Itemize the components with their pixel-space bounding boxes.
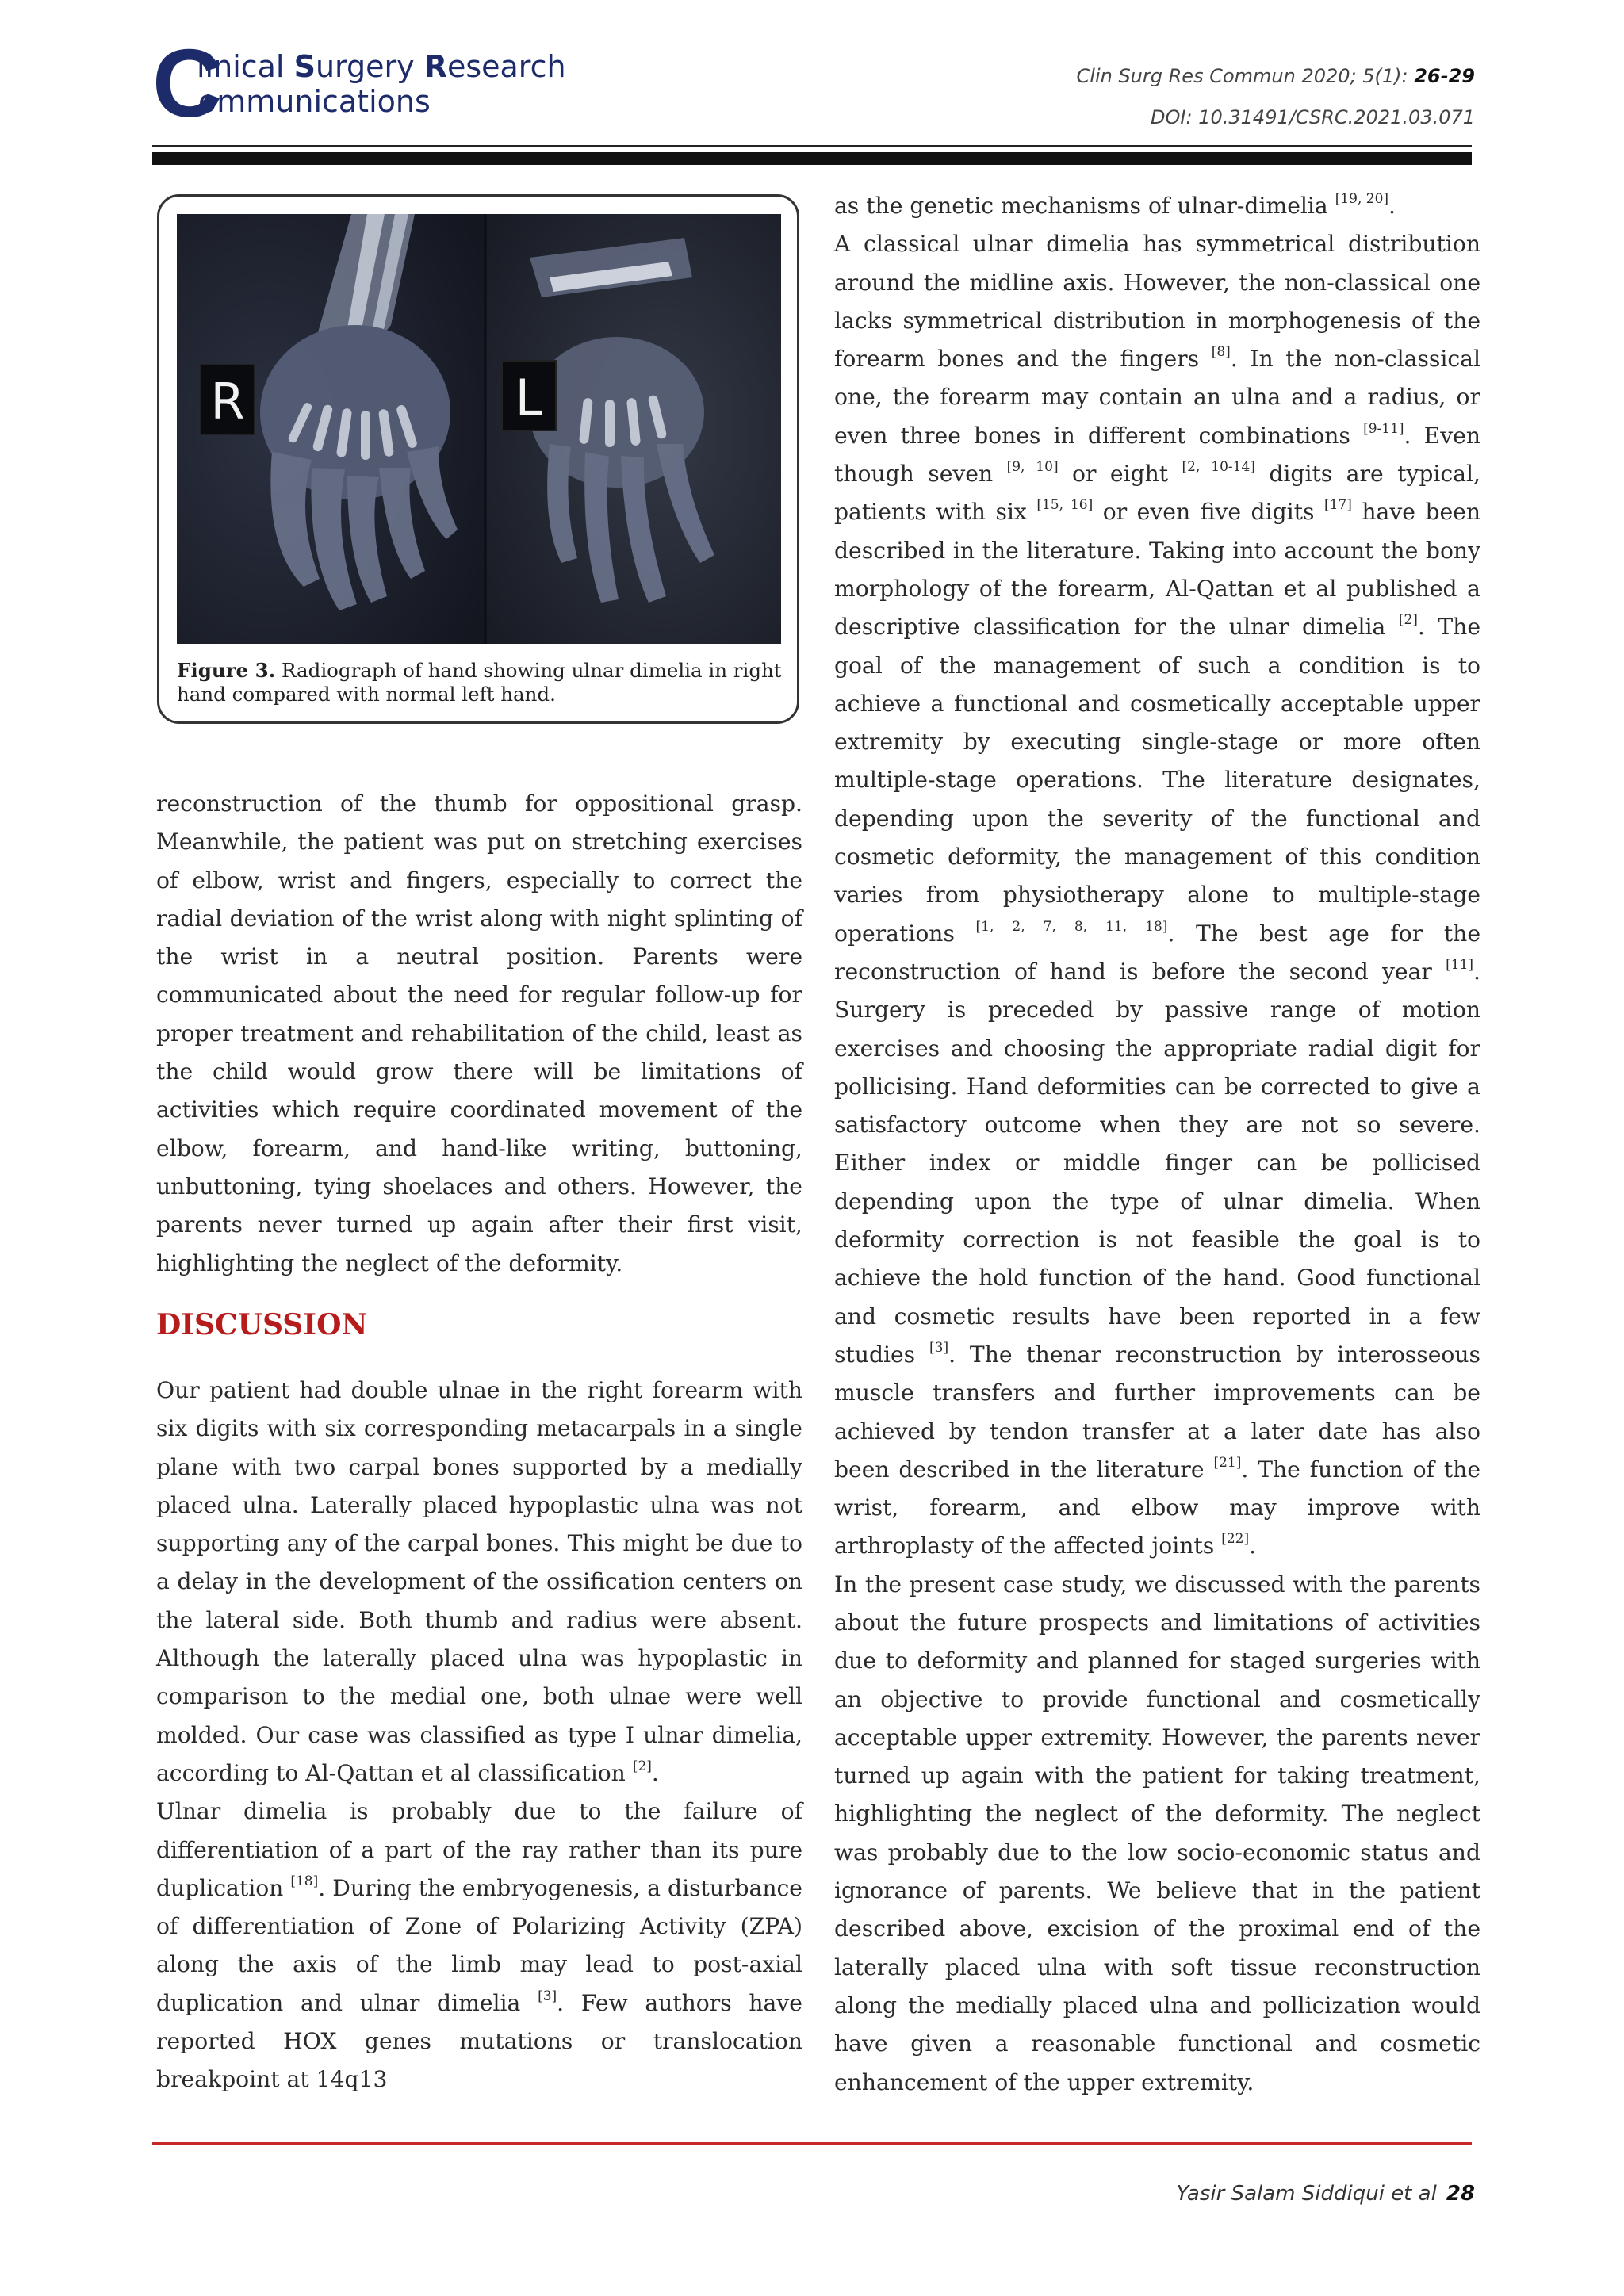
figure-caption [177,659,787,706]
radiograph-illustration [177,214,781,644]
reference: [3] [929,1339,949,1356]
left-column-discussion [156,1372,802,2099]
footer-rule [152,2142,1472,2145]
paragraph: Ulnar dimelia is probably due to the failure of differentiation of a part of the ray rather than its pure duplication [18]. During the embryogenesis, a disturbance of differentiation of Zone of Polarizing Activity (ZPA) along the axis of the limb may lead to post-axial duplication and ulnar dimelia [3]. Few authors have reported HOX genes mutations or translocation breakpoint at 14q13 [156,1798,802,2093]
reference: [3] [538,1988,557,2004]
reference: [22] [1221,1531,1250,1548]
reference: [2] [1398,612,1418,629]
citation-block [1077,55,1475,138]
reference: [15, 16] [1036,497,1094,514]
doi: DOI: 10.31491/CSRC.2021.03.071 [1151,106,1475,128]
caption-text: Radiograph of hand showing ulnar dimelia in right hand compared with normal left hand. [177,659,782,706]
reference: [1, 2, 7, 8, 11, 18] [975,918,1168,935]
citation: Clin Surg Res Commun 2020; 5(1): 26-29 [1076,65,1475,87]
reference: [11] [1446,956,1474,973]
reference: [18] [290,1873,319,1889]
reference: [2] [632,1758,652,1774]
journal-logo [152,29,566,137]
footer [1176,2182,1475,2206]
reference: [19, 20] [1335,191,1389,207]
logo-initial: C [152,29,223,137]
figure-3 [157,194,799,724]
reference: [9-11] [1363,420,1404,437]
caption-label: Figure 3. [177,659,276,682]
marker-l: L [515,369,543,427]
logo-title-line2: ommunications [198,84,431,119]
header-rule-thick [152,152,1472,165]
paragraph: A classical ulnar dimelia has symmetrical distribution around the midline axis. However, the non-classical one lacks symmetrical distribution in morphogenesis of the forearm bones and the fingers [8]. In the non-classical one, the forearm may contain an ulna and a radius, or even three bones in different combinations [9-11]. Even though seven [9, 10] or eight [2, 10-14] digits are typical, patients with six [15, 16] or even five digits [17] have been described in the literature. Taking into account the bony morphology of the forearm, Al-Qattan et al published a descriptive classification for the ulnar dimelia [2]. The goal of the management of such a condition is to achieve a functional and cosmetically acceptable upper extremity by executing single-stage or more often multiple-stage operations. The literature designates, depending upon the severity of the functional and cosmetic deformity, the management of this condition varies from physiotherapy alone to multiple-stage operations [1, 2, 7, 8, 11, 18]. The best age for the reconstruction of hand is before the second year [11]. Surgery is preceded by passive range of motion exercises and choosing the appropriate radial digit for pollicising. Hand deformities can be corrected to give a satisfactory outcome when they are not so severe. Either index or middle finger can be pollicised depending upon the type of ulnar dimelia. When deformity correction is not feasible the goal is to achieve the hold function of the hand. Good functional and cosmetic results have been reported in a few studies [3]. The thenar reconstruction by interosseous muscle transfers and further improvements can be achieved by tendon transfer at a later date has also been described in the literature [21]. The function of the wrist, forearm, and elbow may improve with arthroplasty of the affected joints [22]. [834,231,1481,1559]
left-column-top [156,785,802,1283]
section-heading-discussion: DISCUSSION [156,1308,368,1341]
reference: [17] [1323,497,1352,514]
paragraph: as the genetic mechanisms of ulnar-dimelia [19, 20]. [834,191,1396,219]
paragraph: reconstruction of the thumb for oppositional grasp. Meanwhile, the patient was put on stretching exercises of elbow, wrist and fingers, especially to correct the radial deviation of the wrist along with night splinting of the wrist in a neutral position. Parents were communicated about the need for regular follow-up for proper treatment and rehabilitation of the child, least as the child would grow there will be limitations of activities which require coordinated movement of the elbow, forearm, and hand-like writing, buttoning, unbuttoning, tying shoelaces and others. However, the parents never turned up again after their first visit, highlighting the neglect of the deformity. [156,790,802,1276]
marker-r: R [210,373,245,430]
right-column [834,187,1480,2102]
reference: [9, 10] [1006,459,1059,476]
reference: [2, 10-14] [1182,459,1255,476]
paragraph: In the present case study, we discussed with the parents about the future prospects and limitations of activities due to deformity and planned for staged surgeries with an objective to provide functional and cosmetically acceptable upper extremity. However, the parents never turned up again with the patient for taking treatment, highlighting the neglect of the deformity. The neglect was probably due to the low socio-economic status and ignorance of parents. We believe that in the patient described above, excision of the proximal end of the laterally placed ulna with soft tissue reconstruction along the medially placed ulna and pollicization would have given a reasonable functional and cosmetic enhancement of the upper extremity. [834,1571,1480,2095]
header-rule-thin [152,145,1472,147]
reference: [21] [1213,1454,1242,1471]
page-number: 28 [1446,2182,1475,2206]
footer-author: Yasir Salam Siddiqui et al [1176,2182,1437,2206]
paragraph: Our patient had double ulnae in the right forearm with six digits with six corresponding metacarpals in a single plane with two carpal bones supported by a medially placed ulna. Laterally placed hypoplastic ulna was not supporting any of the carpal bones. This might be due to a delay in the development of the ossification centers on the lateral side. Both thumb and radius were absent. Although the laterally placed ulna was hypoplastic in comparison to the medial one, both ulnae were well molded. Our case was classified as type I ulnar dimelia, according to Al-Qattan et al classification [2]. [156,1377,802,1786]
reference: [8] [1211,344,1231,361]
logo-title-line1: linical Surgery Research [197,49,566,84]
radiograph-image [177,214,781,644]
